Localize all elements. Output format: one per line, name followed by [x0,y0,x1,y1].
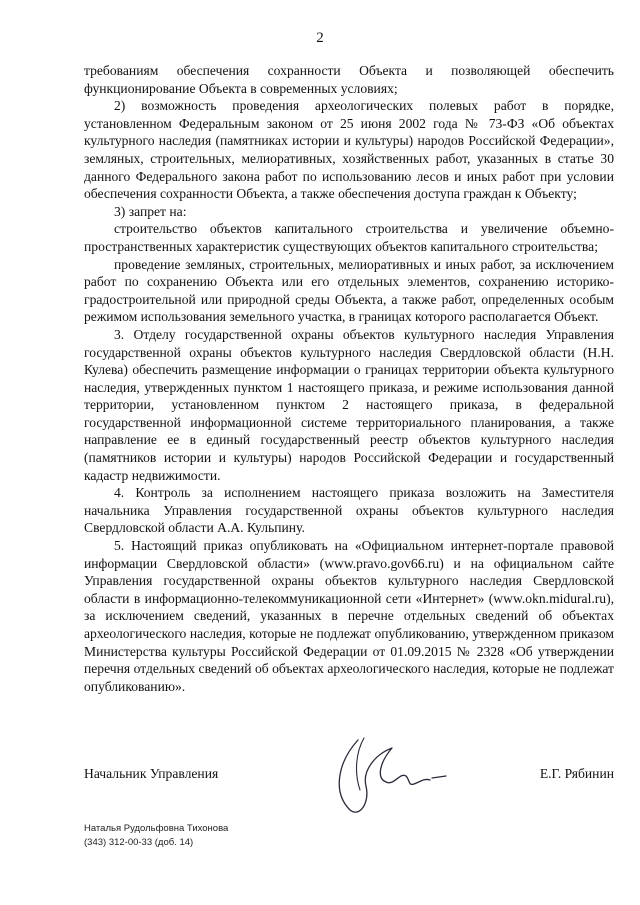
paragraph-prohibition-construction: строительство объектов капитального строительства и увеличение объемно-пространственных характеристик существующих объектов капитального строительства; [84,221,614,254]
handwritten-signature [320,732,450,816]
paragraph-clause-4: 4. Контроль за исполнением настоящего приказа возложить на Заместителя начальника Управления государственной охраны объектов культурного наследия Свердловской области А.А. Кульпину. [84,485,614,536]
signatory-name: Е.Г. Рябинин [539,766,614,781]
document-body [84,62,614,695]
signatory-title: Начальник Управления [84,766,219,781]
page-number: 2 [316,30,324,46]
paragraph-clause-5: 5. Настоящий приказ опубликовать на «Официальном интернет-портале правовой информации Свердловской области» (www.pravo.gov66.ru) и на официальном сайте Управления государственной охраны объектов культурного наследия Свердловской области в информационно-телекоммуникационной сети «Интернет» (www.okn.midural.ru), за исключением сведений, указанных в перечне отдельных сведений об объектах археологического наследия, которые не подлежат опубликованию, утвержденном приказом Министерства культуры Российской Федерации от 01.09.2015 № 2328 «Об утверждении перечня отдельных сведений об объектах археологического наследия, которые не подлежат опубликованию». [84,538,614,694]
paragraph-continuation: требованиям обеспечения сохранности Объекта и позволяющей обеспечить функционирование Объекта в современных условиях; [84,63,614,96]
executor-info [84,822,228,850]
executor-name: Наталья Рудольфовна Тихонова [84,823,229,834]
paragraph-clause-3: 3. Отделу государственной охраны объектов культурного наследия Управления государственной охраны объектов культурного наследия Свердловской области (Н.Н. Кулева) обеспечить размещение информации о границах территории объекта культурного наследия, утвержденных пунктом 1 настоящего приказа, и режиме использования данной территории, установленном пунктом 2 настоящего приказа, в федеральной государственной информационной системе территориального планирования, а также направление ее в единый государственный реестр объектов культурного наследия (памятников истории и культуры) народов Российской Федерации и государственный кадастр недвижимости. [84,326,614,483]
executor-phone: (343) 312-00-33 (доб. 14) [84,837,194,848]
paragraph-item-3: 3) запрет на: [114,203,187,219]
paragraph-item-2: 2) возможность проведения археологических полевых работ в порядке, установленном Федеральным законом от 25 июня 2002 года № 73-ФЗ «Об объектах культурного наследия (памятниках истории и культуры) народов Российской Федерации», земляных, строительных, мелиоративных, хозяйственных работ, указанных в статье 30 данного Федерального закона работ по использованию лесов и иных работ при условии обеспечения сохранности Объекта, а также обеспечения доступа граждан к Объекту; [84,98,614,202]
paragraph-prohibition-works: проведение земляных, строительных, мелиоративных и иных работ, за исключением работ по сохранению Объекта или его отдельных элементов, сохранению историко-градостроительной или природной среды Объекта, а также работ, определенных особым режимом использования земельного участка, в границах которого располагается Объект. [84,256,614,325]
